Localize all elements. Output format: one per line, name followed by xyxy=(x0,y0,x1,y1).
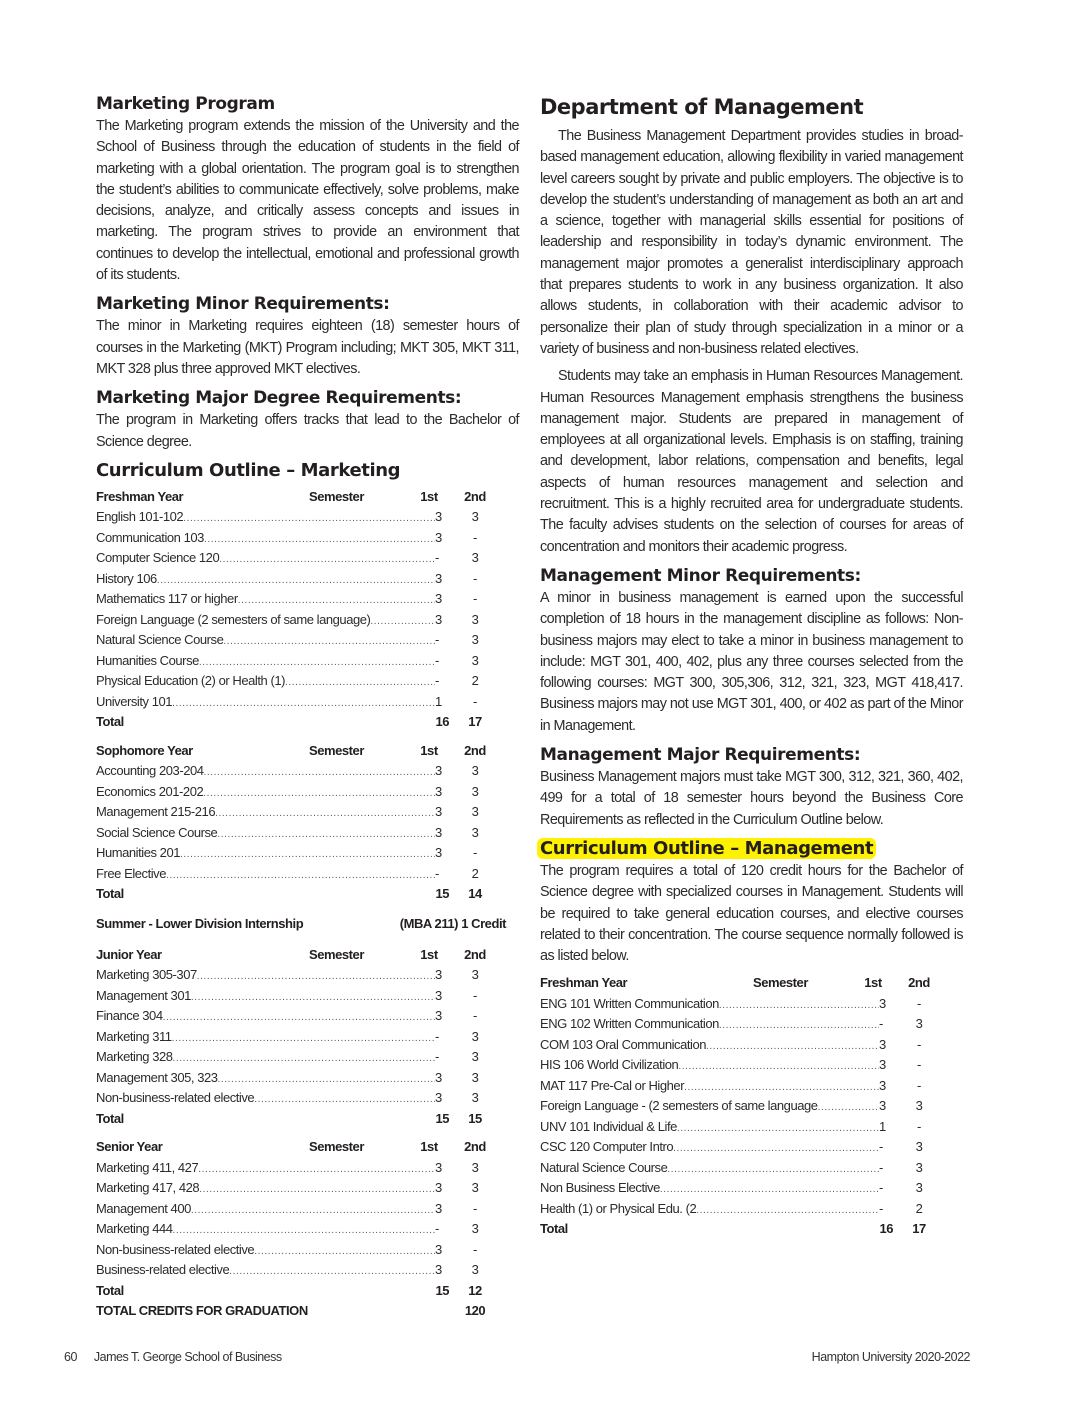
first-semester-credits: 3 xyxy=(435,1008,442,1024)
total-credits-value: 120 xyxy=(464,1303,486,1319)
table-row xyxy=(96,1088,501,1109)
second-semester-credits: 3 xyxy=(471,1090,479,1106)
dot-leader xyxy=(204,763,435,784)
course-name: Social Science Course xyxy=(96,824,218,840)
second-semester-credits: - xyxy=(917,1057,921,1073)
second-semester-label: 2nd xyxy=(464,946,486,962)
second-semester-total: 15 xyxy=(468,1110,482,1126)
total-label: Total xyxy=(96,1110,124,1126)
first-semester-credits: 3 xyxy=(435,1241,442,1257)
second-semester-credits: 3 xyxy=(471,509,479,525)
table-row xyxy=(540,1076,945,1097)
dot-leader xyxy=(818,1098,879,1119)
curriculum-table xyxy=(96,1137,501,1301)
dot-leader xyxy=(219,550,435,571)
table-row xyxy=(540,1158,945,1179)
table-row xyxy=(96,1219,501,1240)
first-semester-credits: 3 xyxy=(435,967,442,983)
curriculum-management-body: The program requires a total of 120 credit hours for the Bachelor of Science degree with specialized courses in Management. Students will be required to take general education courses, and elective courses related to their concentration. The course sequence normally followed is as listed below. xyxy=(540,862,963,965)
course-name: Non-business-related elective xyxy=(96,1090,255,1106)
first-semester-credits: 3 xyxy=(435,845,442,861)
total-label: Total xyxy=(96,886,124,902)
dot-leader xyxy=(254,1242,435,1263)
first-semester-credits: - xyxy=(435,673,439,689)
management-major-body: Business Management majors must take MGT 300, 312, 321, 360, 402, 499 for a total of 18 semester hours beyond the Business Core Requirements as reflected in the Curriculum Outline below. xyxy=(540,769,963,828)
department-para-1: The Business Management Department provides studies in broad-based management education, allowing flexibility in varied management level careers sought by private and public employers. The objective is to develop the student’s understanding of management as both an art and a science, together with managerial skills essential for positions of leadership and responsibility in today’s dynamic environment. The management major promotes a generalist interdisciplinary approach that prepares students to work in any business organization. It also allows students, in collaboration with their academic advisor to personalize their plan of study through specialization in a minor or a variety of business and non-business related electives. xyxy=(540,128,963,357)
table-row xyxy=(96,548,501,569)
dot-leader xyxy=(218,1070,435,1091)
total-credits-label: TOTAL CREDITS FOR GRADUATION xyxy=(96,1303,308,1319)
table-row xyxy=(96,802,501,823)
dot-leader xyxy=(254,1090,435,1111)
management-minor-heading: Management Minor Requirements: xyxy=(540,565,861,586)
first-semester-credits: 3 xyxy=(435,611,442,627)
second-semester-credits: 3 xyxy=(471,824,479,840)
second-semester-credits: 3 xyxy=(471,652,479,668)
table-header xyxy=(96,945,501,966)
table-header xyxy=(96,1137,501,1158)
curriculum-table xyxy=(540,973,945,1240)
semester-label: Semester xyxy=(309,1139,364,1155)
first-semester-credits: - xyxy=(435,652,439,668)
table-row xyxy=(96,610,501,631)
dot-leader xyxy=(667,1160,879,1181)
course-name: Marketing 311 xyxy=(96,1028,172,1044)
second-semester-credits: 3 xyxy=(471,632,479,648)
semester-label: Semester xyxy=(309,946,364,962)
dot-leader xyxy=(677,1119,879,1140)
course-name: History 106 xyxy=(96,570,157,586)
first-semester-credits: 3 xyxy=(435,1262,442,1278)
dot-leader xyxy=(191,1201,435,1222)
year-title: Junior Year xyxy=(96,946,162,962)
dot-leader xyxy=(285,673,435,694)
table-row xyxy=(540,1199,945,1220)
course-name: Management 400 xyxy=(96,1200,191,1216)
second-semester-credits: - xyxy=(917,1077,921,1093)
curriculum-marketing-heading: Curriculum Outline – Marketing xyxy=(96,459,401,481)
course-name: Humanities Course xyxy=(96,652,199,668)
first-semester-credits: 3 xyxy=(879,1077,886,1093)
curriculum-management-tables xyxy=(540,973,963,1240)
first-semester-credits: 3 xyxy=(435,783,442,799)
footer-left xyxy=(64,1350,282,1364)
second-semester-credits: 3 xyxy=(471,783,479,799)
first-semester-credits: 3 xyxy=(879,995,886,1011)
second-semester-credits: - xyxy=(473,987,477,1003)
curriculum-marketing-tables xyxy=(96,487,519,1322)
second-semester-credits: 3 xyxy=(471,1262,479,1278)
course-name: Health (1) or Physical Edu. (2 xyxy=(540,1200,697,1216)
table-row xyxy=(96,569,501,590)
first-semester-credits: - xyxy=(435,632,439,648)
second-semester-credits: 3 xyxy=(471,1180,479,1196)
table-row xyxy=(96,528,501,549)
course-name: Humanities 201 xyxy=(96,845,181,861)
table-row xyxy=(96,1158,501,1179)
second-semester-label: 2nd xyxy=(464,1139,486,1155)
footer-school-name: James T. George School of Business xyxy=(93,1350,282,1364)
dot-leader xyxy=(678,1057,879,1078)
table-row xyxy=(96,782,501,803)
marketing-major-body: The program in Marketing offers tracks that lead to the Bachelor of Science degree. xyxy=(96,412,519,450)
second-semester-credits: - xyxy=(473,529,477,545)
curriculum-table xyxy=(96,487,501,733)
first-semester-credits: - xyxy=(435,1049,439,1065)
course-name: Physical Education (2) or Health (1) xyxy=(96,673,286,689)
first-semester-credits: 3 xyxy=(435,1200,442,1216)
course-name: Natural Science Course xyxy=(540,1159,668,1175)
table-header xyxy=(96,741,501,762)
dot-leader xyxy=(203,784,435,805)
first-semester-credits: 3 xyxy=(435,987,442,1003)
table-row xyxy=(96,1027,501,1048)
curriculum-management-heading xyxy=(540,837,963,861)
dot-leader xyxy=(215,804,435,825)
dot-leader xyxy=(719,996,879,1017)
left-column xyxy=(96,92,519,1322)
second-semester-total: 17 xyxy=(912,1221,926,1237)
dot-leader xyxy=(370,612,435,633)
second-semester-credits: 3 xyxy=(471,1221,479,1237)
second-semester-credits: 3 xyxy=(471,550,479,566)
table-row xyxy=(96,864,501,885)
table-total-row xyxy=(540,1219,945,1240)
table-row xyxy=(96,589,501,610)
department-heading: Department of Management xyxy=(540,95,864,119)
first-semester-credits: 3 xyxy=(435,1159,442,1175)
table-total-row xyxy=(96,1109,501,1130)
dot-leader xyxy=(197,967,435,988)
table-row xyxy=(96,1260,501,1281)
course-name: Foreign Language (2 semesters of same language) xyxy=(96,611,371,627)
second-semester-credits: 2 xyxy=(471,673,479,689)
table-total-row xyxy=(96,1281,501,1302)
table-row xyxy=(96,671,501,692)
second-semester-credits: 2 xyxy=(915,1200,923,1216)
second-semester-credits: - xyxy=(473,1241,477,1257)
second-semester-credits: 3 xyxy=(915,1139,923,1155)
second-semester-label: 2nd xyxy=(908,975,930,991)
curriculum-table xyxy=(96,945,501,1130)
first-semester-credits: 3 xyxy=(435,1069,442,1085)
second-semester-total: 12 xyxy=(468,1282,482,1298)
table-row xyxy=(96,507,501,528)
first-semester-total: 15 xyxy=(435,886,449,902)
table-row xyxy=(96,986,501,1007)
first-semester-credits: 3 xyxy=(435,509,442,525)
table-header xyxy=(96,487,501,508)
dot-leader xyxy=(183,509,435,530)
department-para-2: Students may take an emphasis in Human Resources Management. Human Resources Management emphasis strengthens the business management major. Students are prepared in management of employees at all organizational levels. Emphasis is on staffing, training and development, labor relations, compensation and benefits, legal aspects of human resources management and selection and recruitment. This is a highly recruited area for undergraduate students. The faculty advises students on the selection of courses for areas of concentration and monitors their academic progress. xyxy=(540,368,963,555)
second-semester-credits: 3 xyxy=(471,763,479,779)
table-row xyxy=(540,1117,945,1138)
dot-leader xyxy=(706,1037,879,1058)
dot-leader xyxy=(166,866,435,887)
dot-leader xyxy=(173,1221,435,1242)
dot-leader xyxy=(229,1262,435,1283)
table-total-row xyxy=(96,712,501,733)
course-name: Accounting 203-204 xyxy=(96,763,204,779)
table-row xyxy=(96,965,501,986)
first-semester-credits: - xyxy=(879,1159,883,1175)
second-semester-credits: 3 xyxy=(471,967,479,983)
course-name: Marketing 305-307 xyxy=(96,967,197,983)
first-semester-credits: 3 xyxy=(435,1090,442,1106)
course-name: Management 301 xyxy=(96,987,191,1003)
table-row xyxy=(96,651,501,672)
second-semester-credits: - xyxy=(917,1036,921,1052)
dot-leader xyxy=(696,1201,879,1222)
summer-internship-row xyxy=(96,913,506,935)
course-name: Marketing 411, 427 xyxy=(96,1159,199,1175)
course-name: Marketing 444 xyxy=(96,1221,173,1237)
course-name: Free Elective xyxy=(96,865,167,881)
page-number: 60 xyxy=(64,1350,77,1364)
year-title: Freshman Year xyxy=(540,975,628,991)
second-semester-credits: 3 xyxy=(471,1049,479,1065)
dot-leader xyxy=(238,591,435,612)
table-row xyxy=(540,1055,945,1076)
course-name: English 101-102 xyxy=(96,509,184,525)
first-semester-credits: 1 xyxy=(879,1118,886,1134)
dot-leader xyxy=(199,653,435,674)
table-row xyxy=(96,823,501,844)
second-semester-credits: - xyxy=(917,1118,921,1134)
second-semester-credits: - xyxy=(473,1200,477,1216)
table-row xyxy=(96,1006,501,1027)
first-semester-credits: - xyxy=(435,865,439,881)
course-name: Communication 103 xyxy=(96,529,204,545)
table-row xyxy=(540,1178,945,1199)
table-row xyxy=(96,630,501,651)
first-semester-label: 1st xyxy=(420,488,438,504)
dot-leader xyxy=(180,845,435,866)
course-name: Computer Science 120 xyxy=(96,550,220,566)
second-semester-credits: 3 xyxy=(915,1098,923,1114)
first-semester-label: 1st xyxy=(420,742,438,758)
course-name: ENG 102 Written Communication xyxy=(540,1016,719,1032)
dot-leader xyxy=(223,632,435,653)
table-row xyxy=(540,1035,945,1056)
second-semester-credits: 2 xyxy=(471,865,479,881)
first-semester-credits: 3 xyxy=(435,529,442,545)
highlighted-heading-text: Curriculum Outline – Management xyxy=(537,838,876,859)
first-semester-total: 16 xyxy=(879,1221,893,1237)
course-name: Non Business Elective xyxy=(540,1180,660,1196)
marketing-program-heading: Marketing Program xyxy=(96,94,275,114)
first-semester-credits: - xyxy=(879,1139,883,1155)
course-name: ENG 101 Written Communication xyxy=(540,995,719,1011)
year-title: Freshman Year xyxy=(96,488,184,504)
second-semester-total: 17 xyxy=(468,714,482,730)
summer-internship-label: Summer - Lower Division Internship xyxy=(96,915,304,931)
table-row xyxy=(96,761,501,782)
table-row xyxy=(540,1096,945,1117)
second-semester-total: 14 xyxy=(468,886,482,902)
total-label: Total xyxy=(96,714,124,730)
second-semester-credits: - xyxy=(917,995,921,1011)
first-semester-credits: 3 xyxy=(435,591,442,607)
total-credits-row xyxy=(96,1301,501,1322)
first-semester-label: 1st xyxy=(864,975,882,991)
first-semester-credits: 3 xyxy=(879,1057,886,1073)
course-name: Mathematics 117 or higher xyxy=(96,591,238,607)
course-name: University 101 xyxy=(96,693,173,709)
course-name: Marketing 328 xyxy=(96,1049,173,1065)
first-semester-credits: 3 xyxy=(435,570,442,586)
first-semester-credits: - xyxy=(435,1221,439,1237)
second-semester-credits: - xyxy=(473,570,477,586)
table-row xyxy=(96,843,501,864)
second-semester-credits: - xyxy=(473,845,477,861)
course-name: Non-business-related elective xyxy=(96,1241,255,1257)
dot-leader xyxy=(204,530,435,551)
dot-leader xyxy=(163,1008,435,1029)
course-name: Management 215-216 xyxy=(96,804,216,820)
management-minor-body: A minor in business management is earned upon the successful completion of 18 hours in the management discipline as follows: Non-business majors may elect to take a minor in business management to include: MGT 301, 400, 402, plus any three courses selected from the following courses: MGT 300, 305,306, 312, 321, 323, MGT 418,417. Business majors may not use MGT 301, 400, or 402 as part of the Minor in Management. xyxy=(540,589,963,734)
management-major-heading: Management Major Requirements: xyxy=(540,745,861,766)
second-semester-label: 2nd xyxy=(464,742,486,758)
first-semester-total: 15 xyxy=(435,1110,449,1126)
second-semester-credits: 3 xyxy=(471,1028,479,1044)
course-name: Management 305, 323 xyxy=(96,1069,218,1085)
second-semester-credits: 3 xyxy=(915,1016,923,1032)
dot-leader xyxy=(684,1078,879,1099)
course-name: MAT 117 Pre-Cal or Higher xyxy=(540,1077,685,1093)
table-row xyxy=(96,1047,501,1068)
dot-leader xyxy=(191,988,435,1009)
semester-label: Semester xyxy=(309,488,364,504)
second-semester-credits: - xyxy=(473,693,477,709)
semester-label: Semester xyxy=(309,742,364,758)
first-semester-credits: 3 xyxy=(879,1036,886,1052)
first-semester-credits: 3 xyxy=(879,1098,886,1114)
second-semester-label: 2nd xyxy=(464,488,486,504)
curriculum-table xyxy=(96,741,501,905)
year-title: Senior Year xyxy=(96,1139,163,1155)
first-semester-total: 15 xyxy=(435,1282,449,1298)
course-name: Foreign Language - (2 semesters of same language xyxy=(540,1098,818,1114)
table-row xyxy=(540,994,945,1015)
dot-leader xyxy=(719,1016,879,1037)
first-semester-credits: - xyxy=(879,1180,883,1196)
first-semester-credits: - xyxy=(879,1016,883,1032)
footer-right: Hampton University 2020-2022 xyxy=(811,1350,970,1364)
dot-leader xyxy=(660,1180,879,1201)
course-name: COM 103 Oral Communication xyxy=(540,1036,707,1052)
dot-leader xyxy=(199,1180,435,1201)
first-semester-label: 1st xyxy=(420,946,438,962)
second-semester-credits: 3 xyxy=(471,1159,479,1175)
course-name: Finance 304 xyxy=(96,1008,163,1024)
first-semester-credits: 3 xyxy=(435,804,442,820)
course-name: Marketing 417, 428 xyxy=(96,1180,200,1196)
first-semester-credits: - xyxy=(879,1200,883,1216)
dot-leader xyxy=(172,694,435,715)
dot-leader xyxy=(173,1049,435,1070)
course-name: Natural Science Course xyxy=(96,632,224,648)
second-semester-credits: - xyxy=(473,591,477,607)
second-semester-credits: - xyxy=(473,1008,477,1024)
second-semester-credits: 3 xyxy=(471,611,479,627)
marketing-minor-body: The minor in Marketing requires eighteen (18) semester hours of courses in the Marketing (MKT) Program including; MKT 305, MKT 311, MKT 328 plus three approved MKT electives. xyxy=(96,318,519,377)
marketing-minor-heading: Marketing Minor Requirements: xyxy=(96,294,390,315)
table-row xyxy=(96,1178,501,1199)
first-semester-credits: 3 xyxy=(435,763,442,779)
course-name: CSC 120 Computer Intro xyxy=(540,1139,674,1155)
semester-label: Semester xyxy=(753,975,808,991)
second-semester-credits: 3 xyxy=(915,1180,923,1196)
dot-leader xyxy=(198,1160,435,1181)
second-semester-credits: 3 xyxy=(471,1069,479,1085)
table-row xyxy=(96,1240,501,1261)
year-title: Sophomore Year xyxy=(96,742,193,758)
right-column xyxy=(540,92,963,1248)
course-name: UNV 101 Individual & Life xyxy=(540,1118,677,1134)
table-total-row xyxy=(96,884,501,905)
table-row xyxy=(540,1137,945,1158)
table-header xyxy=(540,973,945,994)
dot-leader xyxy=(217,825,435,846)
dot-leader xyxy=(172,1029,435,1050)
table-row xyxy=(96,1199,501,1220)
first-semester-total: 16 xyxy=(435,714,449,730)
total-label: Total xyxy=(540,1221,568,1237)
first-semester-credits: - xyxy=(435,550,439,566)
table-row xyxy=(96,692,501,713)
first-semester-credits: - xyxy=(435,1028,439,1044)
second-semester-credits: 3 xyxy=(471,804,479,820)
marketing-major-heading: Marketing Major Degree Requirements: xyxy=(96,388,462,409)
course-name: Business-related elective xyxy=(96,1262,230,1278)
first-semester-credits: 1 xyxy=(435,693,442,709)
total-label: Total xyxy=(96,1282,124,1298)
first-semester-label: 1st xyxy=(420,1139,438,1155)
marketing-program-body: The Marketing program extends the mission of the University and the School of Business through the education of students in the field of marketing with a global orientation. The program goal is to strengthen the student’s abilities to communicate effectively, solve problems, make decisions, analyze, and critically assess concepts and issues in marketing. The program strives to provide an environment that continues to develop the intellectual, emotional and professional growth of its students. xyxy=(96,118,519,284)
first-semester-credits: 3 xyxy=(435,1180,442,1196)
dot-leader xyxy=(157,571,435,592)
dot-leader xyxy=(673,1139,879,1160)
second-semester-credits: 3 xyxy=(915,1159,923,1175)
table-row xyxy=(96,1068,501,1089)
summer-internship-credit: (MBA 211) 1 Credit xyxy=(399,915,506,931)
table-row xyxy=(540,1014,945,1035)
first-semester-credits: 3 xyxy=(435,824,442,840)
course-name: Economics 201-202 xyxy=(96,783,204,799)
course-name: HIS 106 World Civilization xyxy=(540,1057,679,1073)
